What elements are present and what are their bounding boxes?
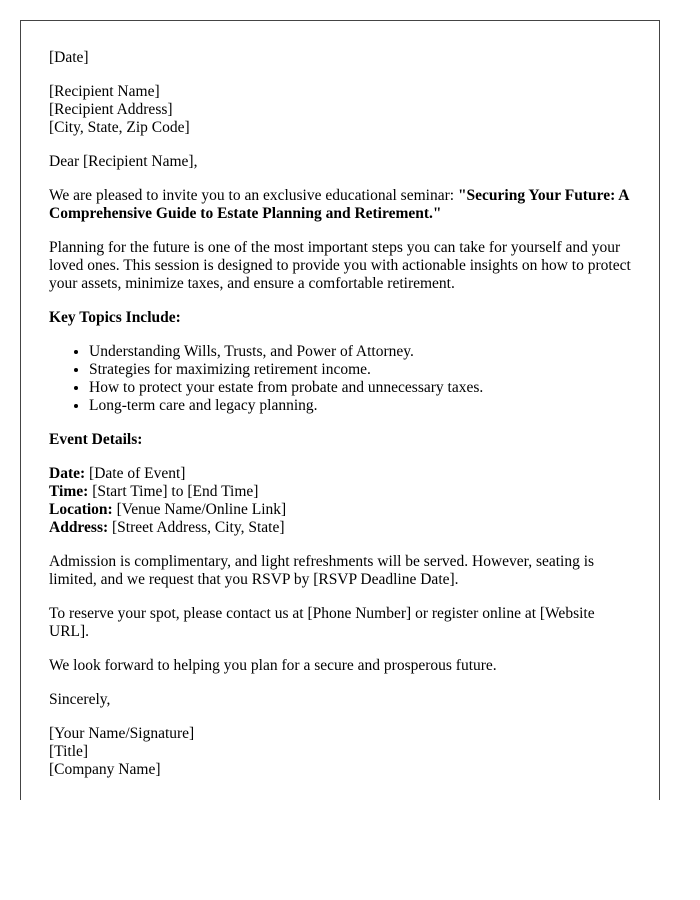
body-paragraph: Planning for the future is one of the most important steps you can take for yourself and your loved ones. This session is designed to provide you with actionable insights on how to protect your assets, minimize taxes, and ensure a comfortable retirement. bbox=[49, 239, 631, 292]
event-heading bbox=[49, 431, 631, 449]
topics-heading bbox=[49, 309, 631, 327]
event-date-label: Date: bbox=[49, 465, 86, 482]
salutation: Dear [Recipient Name], bbox=[49, 153, 198, 170]
closing-line: We look forward to helping you plan for a secure and prosperous future. bbox=[49, 657, 497, 674]
event-time bbox=[49, 483, 631, 501]
event-address bbox=[49, 519, 631, 537]
event-location bbox=[49, 501, 631, 519]
signature-block bbox=[49, 725, 631, 779]
letter-date: [Date] bbox=[49, 49, 89, 66]
recipient-address: [Recipient Address] bbox=[49, 101, 173, 118]
signoff: Sincerely, bbox=[49, 691, 111, 708]
signature-name: [Your Name/Signature] bbox=[49, 725, 195, 742]
event-date-value: [Date of Event] bbox=[85, 465, 186, 482]
signature-company: [Company Name] bbox=[49, 761, 161, 778]
list-item: • How to protect your estate from probate and unnecessary taxes. bbox=[89, 379, 631, 397]
event-time-value: [Start Time] to [End Time] bbox=[88, 483, 259, 500]
event-location-value: [Venue Name/Online Link] bbox=[112, 501, 287, 518]
seminar-title: "Securing Your Future: A Comprehensive Guide to Estate Planning and Retirement." bbox=[49, 187, 629, 222]
list-item: • Strategies for maximizing retirement income. bbox=[89, 361, 631, 379]
recipient-block bbox=[49, 83, 631, 137]
event-details bbox=[49, 465, 631, 537]
topics-heading-text: Key Topics Include: bbox=[49, 309, 181, 326]
admission-paragraph: Admission is complimentary, and light refreshments will be served. However, seating is limited, and we request that you RSVP by [RSVP Deadline Date]. bbox=[49, 553, 595, 588]
intro-text: We are pleased to invite you to an exclusive educational seminar: bbox=[49, 187, 458, 204]
topics-list bbox=[49, 343, 631, 415]
event-time-label: Time: bbox=[49, 483, 89, 500]
list-item: • Long-term care and legacy planning. bbox=[89, 397, 631, 415]
event-address-label: Address: bbox=[49, 519, 109, 536]
recipient-city: [City, State, Zip Code] bbox=[49, 119, 190, 136]
intro-paragraph bbox=[49, 187, 631, 223]
event-heading-text: Event Details: bbox=[49, 431, 143, 448]
reserve-paragraph: To reserve your spot, please contact us at [Phone Number] or register online at [Website URL]. bbox=[49, 605, 595, 640]
recipient-name: [Recipient Name] bbox=[49, 83, 160, 100]
letter-document bbox=[20, 20, 660, 800]
signature-title: [Title] bbox=[49, 743, 89, 760]
event-location-label: Location: bbox=[49, 501, 113, 518]
list-item: • Understanding Wills, Trusts, and Power of Attorney. bbox=[89, 343, 631, 361]
event-address-value: [Street Address, City, State] bbox=[108, 519, 285, 536]
event-date bbox=[49, 465, 631, 483]
